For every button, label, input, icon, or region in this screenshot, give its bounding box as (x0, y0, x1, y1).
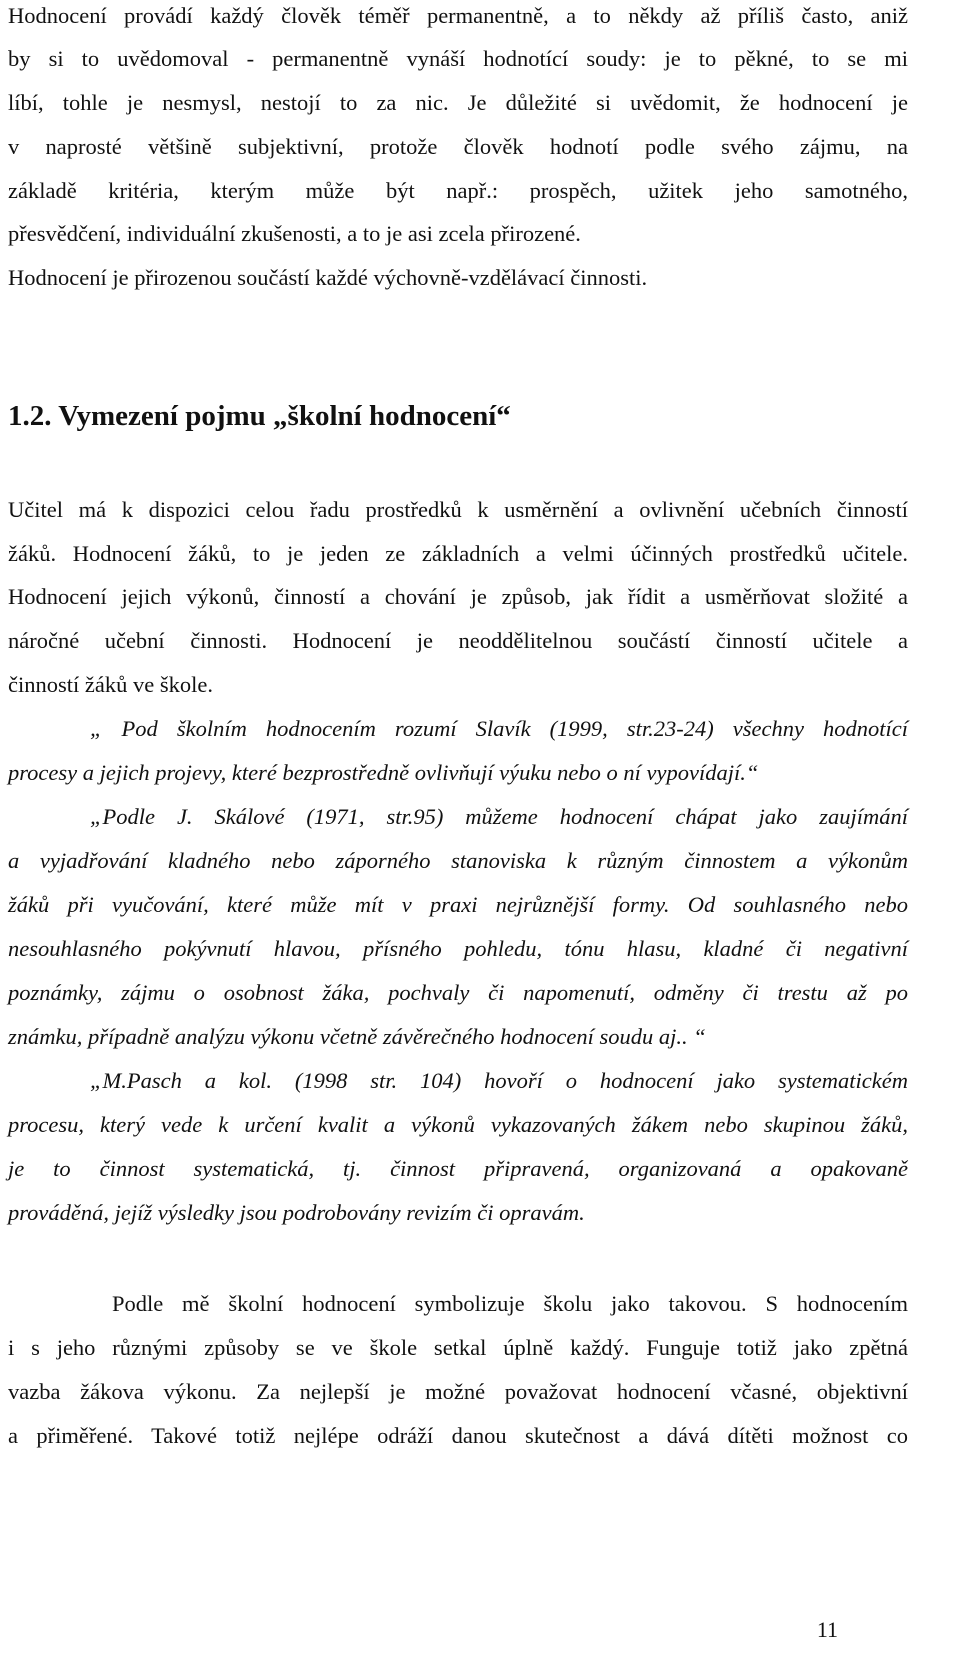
skalova-quote-line: žáků při vyučování, které může mít v praxi nejrůznější formy. Od souhlasného nebo (8, 892, 908, 917)
skalova-quote-line: a vyjadřování kladného nebo záporného stanoviska k různým činnostem a výkonům (8, 848, 908, 873)
conclusion-line: vazba žákova výkonu. Za nejlepší je možné považovat hodnocení včasné, objektivní (8, 1379, 908, 1404)
slavik-quote-line: procesy a jejich projevy, které bezprostředně ovlivňují výuku nebo o ní vypovídají.“ (8, 760, 759, 785)
skalova-quote-line: „Podle J. Skálové (1971, str.95) můžeme hodnocení chápat jako zaujímání (90, 804, 908, 829)
section-heading: 1.2. Vymezení pojmu „školní hodnocení“ (8, 400, 511, 432)
intro-line: Hodnocení je přirozenou součástí každé výchovně-vzdělávací činnosti. (8, 265, 648, 290)
page-number: 11 (816, 1617, 838, 1642)
pasch-quote-line: je to činnost systematická, tj. činnost připravená, organizovaná a opakovaně (8, 1156, 908, 1181)
skalova-quote-line: nesouhlasného pokývnutí hlavou, přísného pohledu, tónu hlasu, kladné či negativní (8, 936, 908, 961)
conclusion-line: i s jeho různými způsoby se ve škole setkal úplně každý. Funguje totiž jako zpětná (8, 1335, 908, 1360)
intro-line: přesvědčení, individuální zkušenosti, a to je asi zcela přirozené. (8, 221, 581, 246)
skalova-quote-line: známku, případně analýzu výkonu včetně závěrečného hodnocení soudu aj.. “ (8, 1024, 706, 1049)
teacher-line: činností žáků ve škole. (8, 672, 213, 697)
pasch-quote-line: „M.Pasch a kol. (1998 str. 104) hovoří o hodnocení jako systematickém (90, 1068, 908, 1093)
slavik-quote-line: „ Pod školním hodnocením rozumí Slavík (1999, str.23-24) všechny hodnotící (90, 716, 908, 741)
conclusion-line: Podle mě školní hodnocení symbolizuje školu jako takovou. S hodnocením (112, 1291, 908, 1316)
pasch-quote-line: procesu, který vede k určení kvalit a výkonů vykazovaných žákem nebo skupinou žáků, (8, 1112, 908, 1137)
teacher-line: Učitel má k dispozici celou řadu prostředků k usměrnění a ovlivnění učebních činností (8, 497, 908, 522)
pasch-quote-line: prováděná, jejíž výsledky jsou podrobovány revizím či opravám. (8, 1200, 585, 1225)
document-page (8, 0, 908, 1663)
intro-line: Hodnocení provádí každý člověk téměř permanentně, a to někdy až příliš často, aniž (8, 3, 908, 28)
skalova-quote-line: poznámky, zájmu o osobnost žáka, pochvaly či napomenutí, odměny či trestu až po (8, 980, 908, 1005)
intro-line: v naprosté většině subjektivní, protože člověk hodnotí podle svého zájmu, na (8, 134, 908, 159)
intro-line: by si to uvědomoval - permanentně vynáší hodnotící soudy: je to pěkné, to se mi (8, 46, 908, 71)
intro-line: základě kritéria, kterým může být např.: prospěch, užitek jeho samotného, (8, 178, 908, 203)
teacher-line: Hodnocení jejich výkonů, činností a chování je způsob, jak řídit a usměrňovat složité a (8, 584, 908, 609)
teacher-line: náročné učební činnosti. Hodnocení je neoddělitelnou součástí činností učitele a (8, 628, 908, 653)
teacher-line: žáků. Hodnocení žáků, to je jeden ze základních a velmi účinných prostředků učitele. (8, 541, 908, 566)
intro-line: líbí, tohle je nesmysl, nestojí to za nic. Je důležité si uvědomit, že hodnocení je (8, 90, 908, 115)
conclusion-line: a přiměřené. Takové totiž nejlépe odráží danou skutečnost a dává dítěti možnost co (8, 1423, 908, 1448)
